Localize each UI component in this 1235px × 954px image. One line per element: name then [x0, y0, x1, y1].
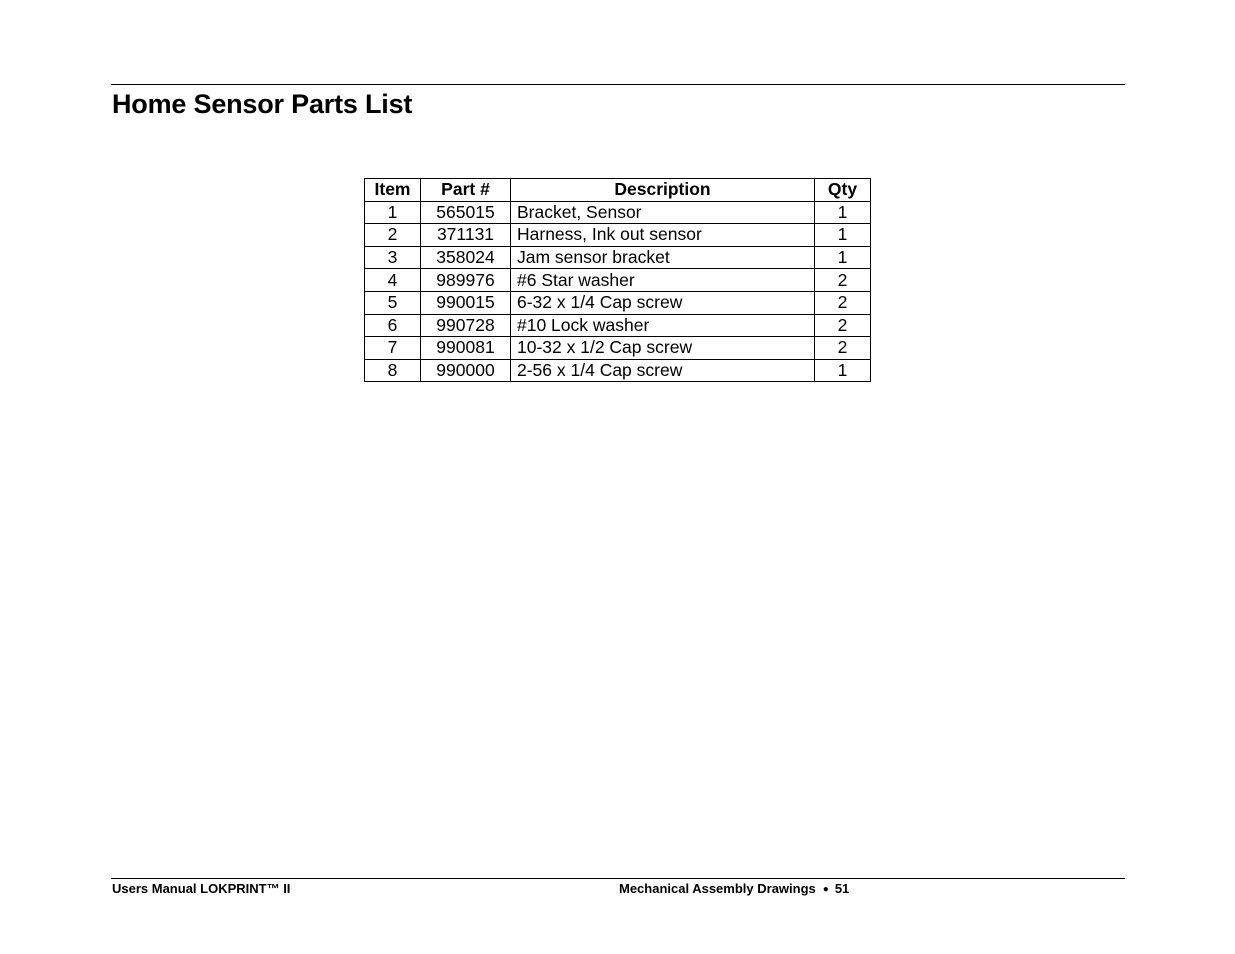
cell-item: 4 [365, 269, 421, 292]
cell-qty: 2 [815, 291, 871, 314]
cell-item: 6 [365, 314, 421, 337]
cell-qty: 1 [815, 246, 871, 269]
cell-part: 990000 [421, 359, 511, 382]
footer-rule [111, 878, 1125, 879]
table-row [365, 224, 871, 247]
footer-section-title: Mechanical Assembly Drawings [619, 881, 816, 896]
table-row [365, 337, 871, 360]
cell-part: 990015 [421, 291, 511, 314]
parts-table [364, 178, 871, 382]
table-row [365, 291, 871, 314]
table-row [365, 246, 871, 269]
table-row [365, 359, 871, 382]
page-title: Home Sensor Parts List [112, 89, 413, 119]
footer-page-number: 51 [834, 881, 850, 896]
cell-qty: 2 [815, 269, 871, 292]
cell-qty: 2 [815, 314, 871, 337]
cell-part: 990728 [421, 314, 511, 337]
cell-qty: 2 [815, 337, 871, 360]
column-header-part: Part # [421, 179, 511, 202]
cell-qty: 1 [815, 224, 871, 247]
cell-part: 565015 [421, 201, 511, 224]
header-rule [111, 84, 1125, 85]
cell-qty: 1 [815, 359, 871, 382]
cell-description: Bracket, Sensor [511, 201, 815, 224]
cell-part: 989976 [421, 269, 511, 292]
table-row [365, 314, 871, 337]
column-header-qty: Qty [815, 179, 871, 202]
bullet-icon: ● [822, 884, 829, 895]
footer-section [619, 881, 849, 898]
cell-qty: 1 [815, 201, 871, 224]
table-header-row [365, 179, 871, 202]
cell-description: 10-32 x 1/2 Cap screw [511, 337, 815, 360]
cell-description: 6-32 x 1/4 Cap screw [511, 291, 815, 314]
table-row [365, 201, 871, 224]
cell-description: 2-56 x 1/4 Cap screw [511, 359, 815, 382]
footer-manual-title: Users Manual LOKPRINT™ II [112, 881, 291, 896]
cell-part: 371131 [421, 224, 511, 247]
cell-part: 990081 [421, 337, 511, 360]
cell-description: Jam sensor bracket [511, 246, 815, 269]
cell-description: #6 Star washer [511, 269, 815, 292]
cell-item: 8 [365, 359, 421, 382]
cell-part: 358024 [421, 246, 511, 269]
column-header-item: Item [365, 179, 421, 202]
cell-item: 2 [365, 224, 421, 247]
table-row [365, 269, 871, 292]
cell-description: Harness, Ink out sensor [511, 224, 815, 247]
cell-item: 5 [365, 291, 421, 314]
cell-description: #10 Lock washer [511, 314, 815, 337]
cell-item: 7 [365, 337, 421, 360]
cell-item: 3 [365, 246, 421, 269]
cell-item: 1 [365, 201, 421, 224]
column-header-description: Description [511, 179, 815, 202]
